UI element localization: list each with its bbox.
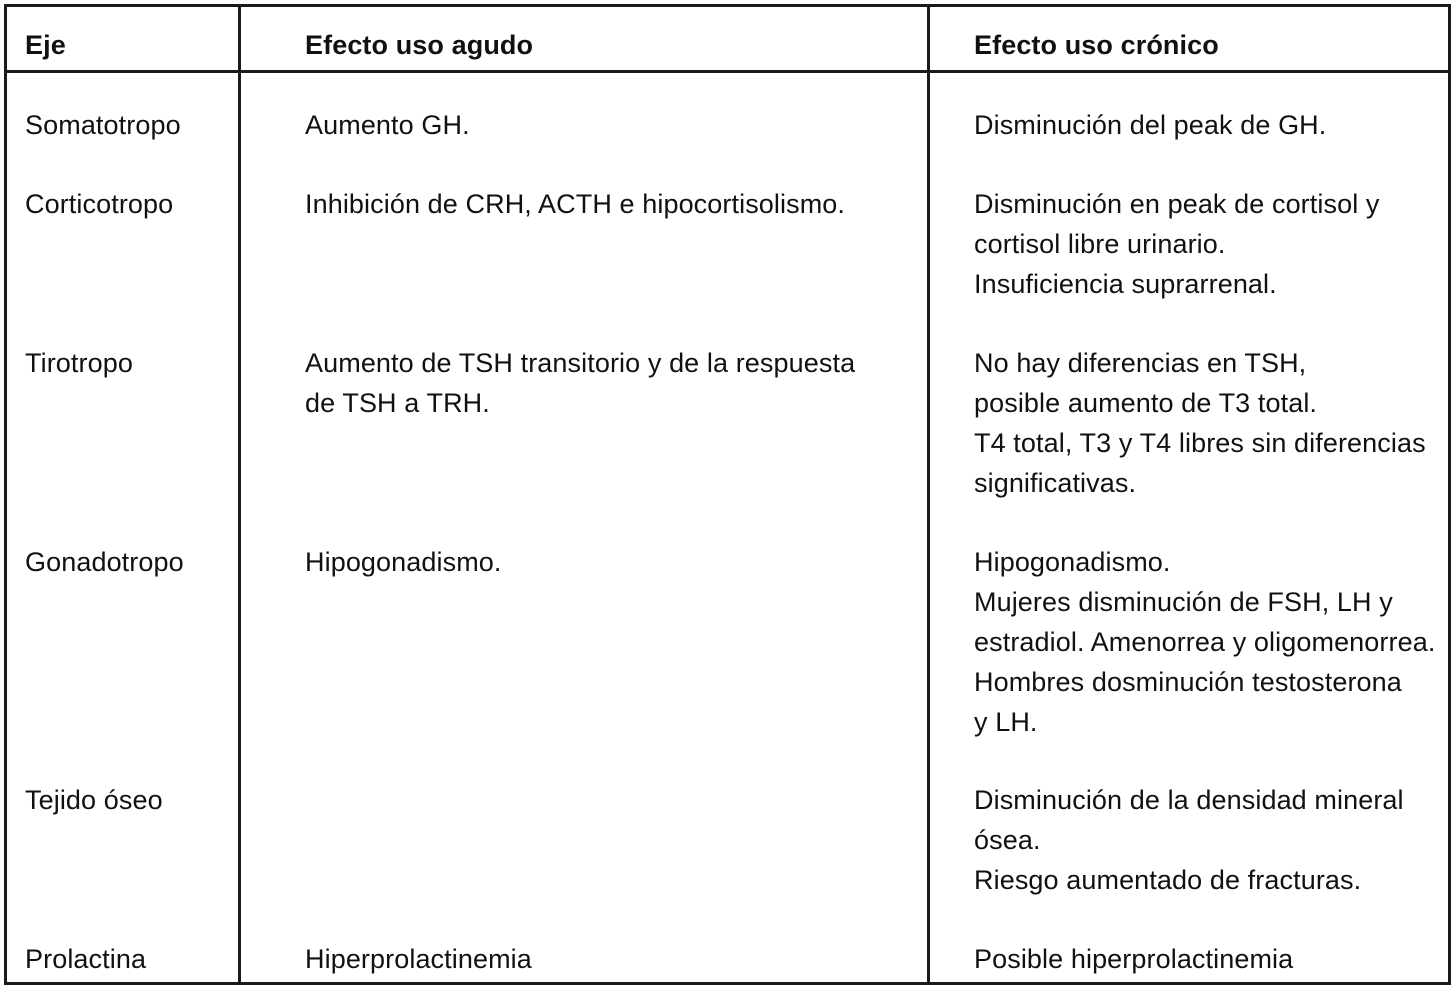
row-somatotropo-cronico: Disminución del peak de GH. (974, 110, 1327, 140)
row-tejido-oseo-cronico: Disminución de la densidad mineral ósea. Riesgo aumentado de fracturas. (974, 785, 1404, 895)
row-corticotropo-cronico: Disminución en peak de cortisol y cortisol libre urinario. Insuficiencia suprarrenal. (974, 189, 1380, 299)
row-gonadotropo-cronico: Hipogonadismo. Mujeres disminución de FSH, LH y estradiol. Amenorrea y oligomenorrea. Hombres dosminución testosterona y LH. (974, 547, 1436, 737)
row-tirotropo-agudo: Aumento de TSH transitorio y de la respuesta de TSH a TRH. (305, 348, 856, 418)
row-tejido-oseo-eje: Tejido óseo (25, 785, 163, 815)
row-prolactina-agudo: Hiperprolactinemia (305, 944, 532, 974)
row-corticotropo-eje: Corticotropo (25, 189, 174, 219)
row-somatotropo-agudo: Aumento GH. (305, 110, 470, 140)
row-prolactina-cronico: Posible hiperprolactinemia (974, 944, 1294, 974)
row-tirotropo-cronico: No hay diferencias en TSH, posible aumento de T3 total. T4 total, T3 y T4 libres sin diferencias significativas. (974, 348, 1426, 498)
data-table (4, 4, 1451, 985)
column-divider (238, 7, 241, 982)
row-somatotropo-eje: Somatotropo (25, 110, 181, 140)
row-prolactina-eje: Prolactina (25, 944, 147, 974)
header-efecto-agudo: Efecto uso agudo (305, 30, 534, 60)
header-eje: Eje (25, 30, 66, 60)
column-divider (927, 7, 930, 982)
header-divider (7, 70, 1448, 73)
row-gonadotropo-agudo: Hipogonadismo. (305, 547, 502, 577)
row-gonadotropo-eje: Gonadotropo (25, 547, 184, 577)
row-corticotropo-agudo: Inhibición de CRH, ACTH e hipocortisolismo. (305, 189, 846, 219)
header-efecto-cronico: Efecto uso crónico (974, 30, 1219, 60)
row-tirotropo-eje: Tirotropo (25, 348, 133, 378)
